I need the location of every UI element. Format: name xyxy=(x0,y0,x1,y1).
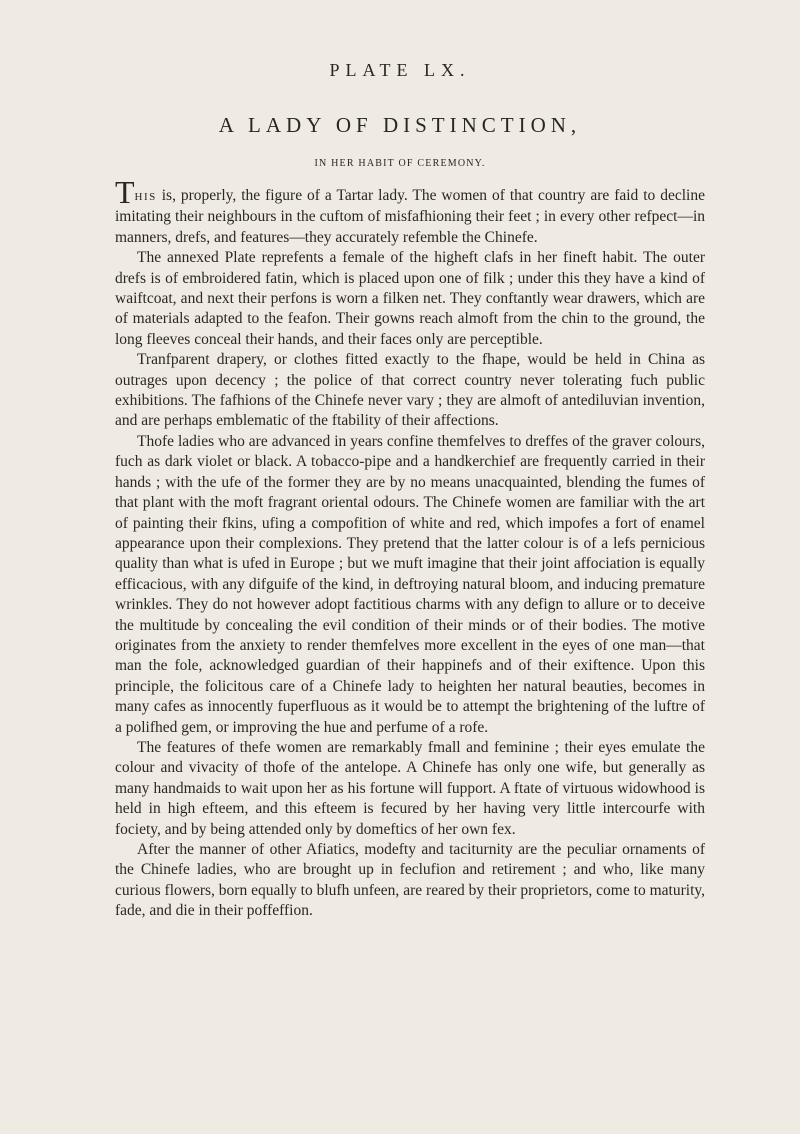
paragraph-1 xyxy=(115,174,705,248)
page-title: A LADY OF DISTINCTION, xyxy=(218,113,582,137)
plate-number: PLATE LX. xyxy=(329,60,471,80)
drop-cap: T xyxy=(115,174,135,210)
paragraph-3: Tranfparent drapery, or clothes fitted exactly to the fhape, would be held in China as outrages upon decency ; the police of that correct country never tolerating fuch public exhibitions. The fafhions of the Chinefe never vary ; they are almoft of antediluvian invention, and are perhaps emblematic of the ftability of their affections. xyxy=(115,351,705,430)
first-word-smallcaps: HIS xyxy=(134,191,157,203)
paragraph-2: The annexed Plate reprefents a female of the higheft clafs in her fineft habit. The outer drefs is of embroidered fatin, which is placed upon one of filk ; under this they have a kind of waiftcoat, and next their perfons is worn a filken net. They conftantly wear drawers, which are of materials adapted to the feafon. Their gowns reach almoft from the chin to the ground, the long fleeves conceal their hands, and their faces only are perceptible. xyxy=(115,249,705,348)
body-text xyxy=(115,174,705,922)
page-subtitle: IN HER HABIT OF CEREMONY. xyxy=(314,158,486,169)
paragraph-5: The features of thefe women are remarkably fmall and feminine ; their eyes emulate the colour and vivacity of thofe of the antelope. A Chinefe has only one wife, but generally as many handmaids to wait upon her as his fortune will fupport. A ftate of virtuous widowhood is held in high efteem, and this efteem is fecured by her having very little intercourfe with fociety, and by being attended only by domeftics of her own fex. xyxy=(115,738,705,838)
paragraph-4: Thofe ladies who are advanced in years confine themfelves to dreffes of the graver colours, fuch as dark violet or black. A tobacco-pipe and a handkerchief are frequently carried in their hands ; with the ufe of the former they are by no means unacquainted, blending the fumes of that plant with the moft fragrant oriental odours. The Chinefe women are familiar with the art of painting their fkins, ufing a compofition of white and red, which impofes a fort of enamel appearance upon their complexions. They pretend that the latter colour is of a lefs pernicious quality than what is ufed in Europe ; but we muft imagine that their joint affociation is equally efficacious, with any difguife of the kind, in deftroying natural bloom, and inducing premature wrinkles. They do not however adopt factitious charms with any defign to allure or to deceive the multitude by concealing the evil condition of their minds or of their bodies. The motive originates from the anxiety to render themfelves more excellent in the eyes of one man—that man the fole, acknowledged guardian of their happinefs and of their exiftence. Upon this principle, the folicitous care of a Chinefe lady to heighten her natural beauties, becomes in many cafes as innocently fuperfluous as it would be to attempt the brightening of the luftre of a polifhed gem, or improving the hue and perfume of a rofe. xyxy=(115,432,705,736)
paragraph-1-text: is, properly, the figure of a Tartar lady. The women of that country are faid to decline imitating their neighbours in the cuftom of misfafhioning their feet ; in every other refpect—in manners, drefs, and features—they accurately refemble the Chinefe. xyxy=(115,187,705,246)
paragraph-6: After the manner of other Afiatics, modefty and taciturnity are the peculiar ornaments of the Chinefe ladies, who are brought up in feclufion and retirement ; and who, like many curious flowers, born equally to blufh unfeen, are reared by their proprietors, come to maturity, fade, and die in their poffeffion. xyxy=(115,841,705,920)
